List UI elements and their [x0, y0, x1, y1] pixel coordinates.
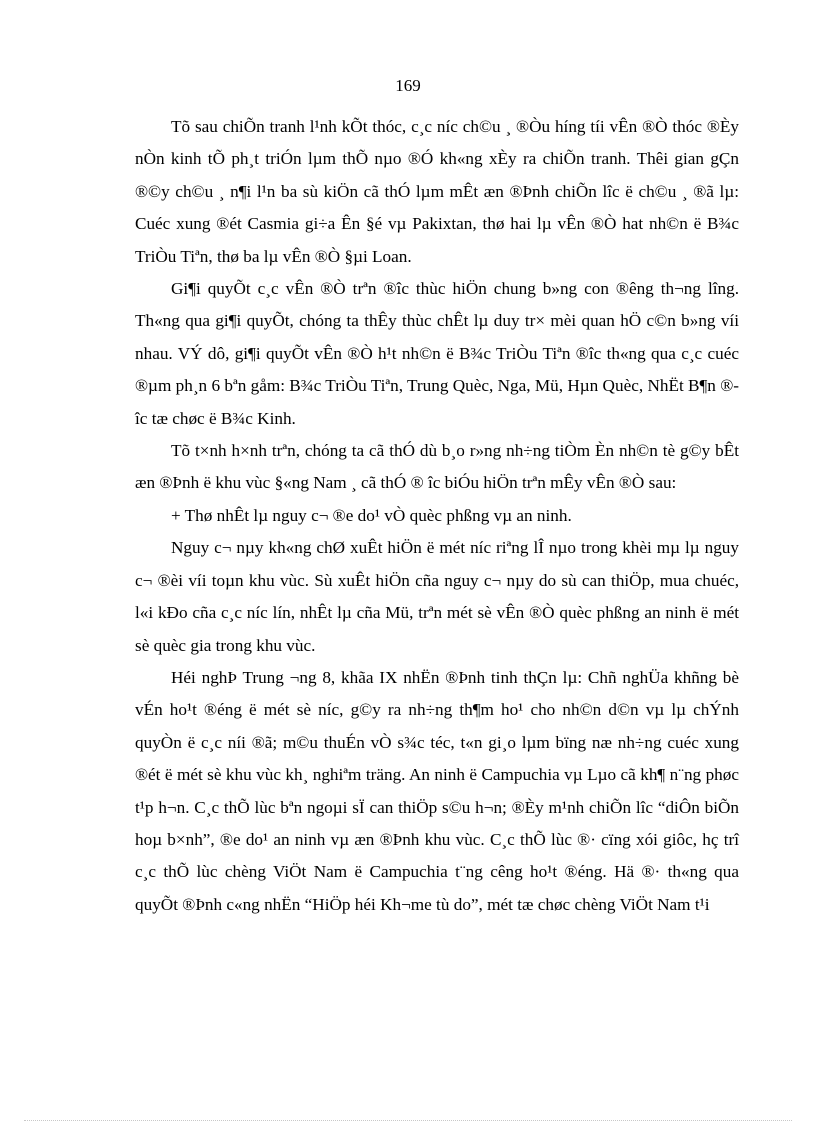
paragraph: Nguy c¬ nµy kh«ng chØ xuÊt hiÖn ë mét níc riªng lÎ nµo trong khèi mµ lµ nguy c¬ ®èi víi toµn khu vùc. Sù xuÊt hiÖn cña nguy c¬ nµy do sù can thiÖp, mua chuéc, l«i kÐo cña c¸c níc lín, nhÊt lµ cña Mü, trªn mét sè vÊn ®Ò quèc phßng an ninh ë mét sè quèc gia trong khu vùc. [135, 538, 739, 655]
paragraph: Tõ sau chiÕn tranh l¹nh kÕt thóc, c¸c níc ch©u ¸ ®Òu híng tíi vÊn ®Ò thóc ®Èy nÒn kinh tÕ ph¸t triÓn lµm thÕ nµo ®Ó kh«ng xÈy ra chiÕn tranh. Thêi gian gÇn ®©y ch©u ¸ n¶i l¹n ba sù kiÖn cã thÓ lµm mÊt æn ®Þnh chiÕn lîc ë ch©u ¸ ®ã lµ: Cuéc xung ®ét Casmia gi÷a Ên §é vµ Pakixtan, thø hai lµ vÊn ®Ò hat nh©n ë B¾c TriÒu Tiªn, thø ba lµ vÊn ®Ò §µi Loan. [135, 117, 739, 266]
paragraph: Gi¶i quyÕt c¸c vÊn ®Ò trªn ®îc thùc hiÖn chung b»ng con ®êng th¬ng lîng. Th«ng qua gi¶i quyÕt, chóng ta thÊy thùc chÊt lµ duy tr× mèi quan hÖ c©n b»ng víi nhau. VÝ dô, gi¶i quyÕt vÊn ®Ò h¹t nh©n ë B¾c TriÒu Tiªn ®îc th«ng qua c¸c cuéc ®µm ph¸n 6 bªn gåm: B¾c TriÒu Tiªn, Trung Quèc, Nga, Mü, Hµn Quèc, NhËt B¶n ®îc tæ chøc ë B¾c Kinh. [135, 279, 739, 428]
paragraph: Héi nghÞ Trung ¬ng 8, khãa IX nhËn ®Þnh tinh thÇn lµ: Chñ nghÜa khñng bè vÉn ho¹t ®éng ë mét sè níc, g©y ra nh÷ng th¶m ho¹ cho nh©n d©n vµ lµ chÝnh quyÒn ë c¸c níi ®ã; m©u thuÉn vÒ s¾c téc, t«n gi¸o lµm bïng næ nh÷ng cuéc xung ®ét ë mét sè khu vùc kh¸ nghiªm träng. An ninh ë Campuchia vµ Lµo cã kh¶ n¨ng phøc t¹p h¬n. C¸c thÕ lùc bªn ngoµi sÏ can thiÖp s©u h¬n; ®Èy m¹nh chiÕn lîc “diÔn biÕn hoµ b×nh”, ®e do¹ an ninh vµ æn ®Þnh khu vùc. C¸c thÕ lùc ®· cïng xói giôc, hç trî c¸c thÕ lùc chèng ViÖt Nam ë Campuchia t¨ng cêng ho¹t ®éng. Hä ®· th«ng qua quyÕt ®Þnh c«ng nhËn “HiÖp héi Kh¬me tù do”, mét tæ chøc chèng ViÖt Nam t¹i [135, 667, 739, 914]
paragraph: + Thø nhÊt lµ nguy c¬ ®e do¹ vÒ quèc phßng vµ an ninh. [171, 505, 572, 525]
page-number: 169 [395, 76, 421, 95]
paragraph: Tõ t×nh h×nh trªn, chóng ta cã thÓ dù b¸o r»ng nh÷ng tiÒm Èn nh©n tè g©y bÊt æn ®Þnh ë khu vùc §«ng Nam ¸ cã thÓ ® îc biÓu hiÖn trªn mÊy vÊn ®Ò sau: [135, 441, 739, 493]
body-text [135, 111, 739, 921]
footer-divider [24, 1120, 792, 1121]
